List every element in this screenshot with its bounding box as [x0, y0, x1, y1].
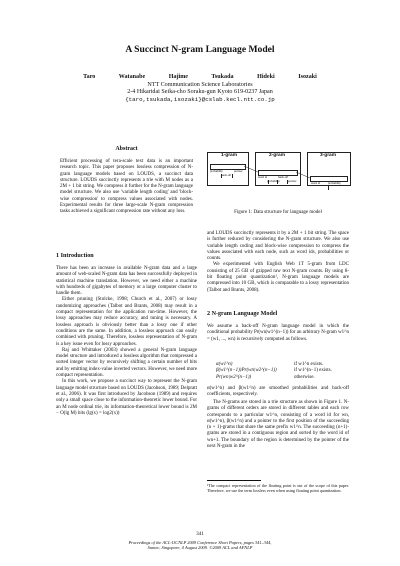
cell-label: back-off [278, 175, 288, 179]
footer-line: Proceedings of the ACL-IJCNLP 2009 Conference Short Papers, pages 341–344, [128, 540, 272, 545]
paragraph: We experimented with English Web 1T 5-gram from LDC consisting of 25 GB of gzipped raw text N-gram counts. By using 8-bit floating point quantization¹, N-gram language models are compressed into 10 GB, which is comparable to a lossy representation (Talbot and Brants, 2008). [207, 262, 349, 293]
equation-condition: otherwise. [294, 374, 315, 380]
equation-condition: if w1^(n−1) exists. [294, 368, 332, 374]
cell-label: pointer [234, 169, 243, 173]
cell-label: pointer [288, 179, 297, 183]
footnote: ¹The compact representation of the floating point is out of the scope of this paper. Therefore, we use the term lossless even when using floating point quantization. [207, 483, 349, 493]
paragraph: In this work, we propose a succinct way to represent the N-gram language model structure based on LOUDS (Jacobson, 1989; Delpratt et al., 2006). It was first introduced by Jacobson (1989) and requires only a small space close to the information-theoretic lower bound. For an M node ordinal trie, its information-theoretical lower bound is 2M − O(lg M) bits (lg(x) = log2(x)) [56, 379, 197, 416]
figure-label: 3-gram [320, 153, 336, 158]
after-equation-paragraph: α(w1^n) and β(w1^n) are smoothed probabilities and back-off coefficients, respectively. [207, 386, 349, 398]
footnote-rule [207, 480, 261, 481]
trie-paragraph: The N-grams are stored in a trie structure as shown in Figure 1. N-grams of different orders are stored in different tables and each row corresponds to a particular w1^n, consisting of a word id for wn, α(w1^n), β(w1^n) and a pointer to the first position of the succeeding (n + 1)-grams that share the same prefix w1^n. The succeeding (n+1)-grams are stored in a contiguous region and sorted by the word id of wn+1. The boundary of the region is determined by the pointer of the next N-gram in the [207, 400, 349, 450]
affiliation-org: NTT Communication Science Laboratories [147, 82, 253, 88]
model-paragraph: We assume a back-off N-gram language model in which the conditional probability Pr(wn|w1^(n−1)) for an arbitrary N-gram w1^n = (w1, ..., wn) is recursively computed as follows. [207, 324, 349, 342]
cell-label: probability [328, 181, 341, 185]
figure-data-structure [207, 152, 349, 188]
equation-row [216, 375, 349, 381]
section-heading: 2 N-gram Language Model [207, 311, 278, 317]
affiliation-emails: {taro,tsukada,isozaki}@cslab.kecl.ntt.co.jp [125, 96, 275, 103]
paragraph: There has been an increase in available N-gram data and a large amount of web-scaled N-gram data has been successfully deployed in statistical machine translation. However, we need either a machine with hundreds of gigabytes of memory or a large computer cluster to handle them. [56, 266, 197, 297]
abstract-heading: Abstract [115, 146, 138, 152]
cell-label: word id [258, 175, 268, 179]
affiliation-address: 2-4 Hikaridai Seika-cho Soraku-gun Kyoto 619-0237 Japan [127, 89, 273, 95]
equation-lhs: β(w1^(n−1))Pr(wn|w2^(n−1)) [216, 368, 277, 374]
cell-label: probability [267, 179, 280, 183]
figure-label: 2-gram [269, 153, 285, 158]
abstract-text: Efficient processing of tera-scale text data is an important research topic. This paper proposes lossless compression of N-gram language models based on LOUDS, a succinct data structure. LOUDS succinctly represents a trie with M nodes as a 2M + 1 bit string. We compress it further for the N-gram language model structure. We also use 'variable length coding' and 'block-wise compression' to compress values associated with nodes. Experimental results for three large-scale N-gram compression tasks achieved a significant compression rate without any loss. [60, 159, 193, 215]
author-list [0, 74, 400, 80]
author-name: Taro Watanabe [83, 74, 146, 80]
equation-lhs: Pr(wn|w2^(n−1)) [216, 374, 252, 380]
figure-label: 1-gram [221, 153, 237, 158]
equation-lhs: α(w1^n) [216, 362, 233, 367]
section-heading: 1 Introduction [56, 253, 94, 259]
figure-caption: Figure 1: Data structure for language model [234, 210, 322, 215]
paper-title: A Succinct N-gram Language Model [125, 44, 275, 55]
paragraph: and LOUDS succinctly represents it by a 2M + 1 bit string. The space is further reduced by considering the N-gram structure. We also use variable length coding and block-wise compression to compress the values associated with each node, such as word ids, probabilities or counts. [207, 231, 349, 262]
cell-label: probability [210, 169, 223, 173]
cell-label: word id [311, 181, 321, 185]
paragraph: Either pruning (Stolcke, 1998; Church et al., 2007) or lossy randomizing approaches (Talbot and Brants, 2008) may result in a compact representation for the application run-time. However, the lossy approaches may reduce accuracy, and tuning is necessary. A lossless approach is obviously better than a lossy one if other conditions are the same. In addition, a lossless approach can easily combined with pruning. Therefore, lossless representation of N-gram is a key issue even for lossy approaches. [56, 297, 197, 347]
paragraph: Raj and Whittaker (2003) showed a general N-gram language model structure and introduced a lossless algorithm that compressed a sorted integer vector by recursively shifting a certain number of bits and by emitting index-value inverted vectors. However, we need more compact representation. [56, 347, 197, 379]
cell-label: back-off [221, 173, 231, 177]
right-column-body [207, 231, 349, 294]
author-name: Hideki Isozaki [257, 74, 317, 80]
page-number: 341 [196, 531, 204, 537]
intro-body [56, 266, 197, 417]
author-name: Hajime Tsukada [168, 74, 234, 80]
page-footer [0, 540, 400, 551]
equation-condition: if w1^n exists. [294, 362, 324, 367]
footer-line: Suntec, Singapore, 4 August 2009. ©2009 ACL and AFNLP [147, 545, 253, 551]
equation [216, 362, 349, 381]
